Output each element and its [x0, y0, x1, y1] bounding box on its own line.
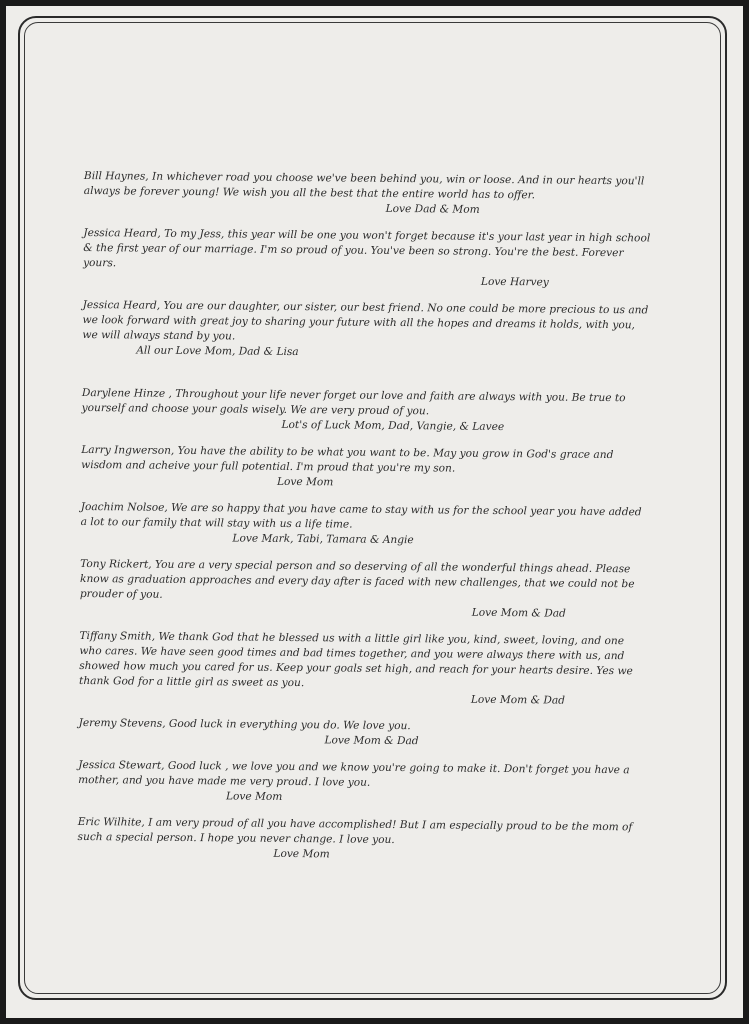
message-list: [77, 169, 654, 877]
message-item: [83, 226, 654, 291]
yearbook-page: [6, 6, 743, 1018]
message-signature: Love Mom & Dad: [471, 606, 566, 620]
message-text: Tiffany Smith, We thank God that he blessed us with a little girl like you, kind, sweet, loving, and one who cares. We have seen good times and bad times together, and you were always there with us, and showed how much you cared for us. Keep your goals set high, and reach for your hearts desire. Yes we thank God for a little girl as sweet as you.: [79, 629, 633, 690]
message-text: Joachim Nolsoe, We are so happy that you have came to stay with us for the school year you have added a lot to our family that will stay with us a life time.: [80, 500, 642, 531]
message-signature: Love Mom: [273, 847, 330, 861]
message-text: Darylene Hinze , Throughout your life never forget our love and faith are always with you. Be true to yourself and choose your goals wisely. We are very proud of you.: [81, 386, 626, 418]
message-signature: Love Mom: [225, 790, 283, 803]
message-item: [82, 298, 653, 363]
message-item: [84, 169, 654, 219]
message-item: [80, 557, 651, 622]
message-item: [77, 815, 647, 865]
message-item: [80, 500, 650, 550]
message-signature: Lot's of Luck Mom, Dad, Vangie, & Lavee: [281, 418, 505, 434]
message-item: [78, 758, 648, 808]
message-signature: Love Mom: [276, 475, 334, 489]
message-item: [78, 716, 648, 751]
message-text: Eric Wilhite, I am very proud of all you have accomplished! But I am especially proud to be the mom of such a special person. I hope you never change. I love you.: [77, 815, 633, 847]
message-signature: Love Mom & Dad: [470, 693, 566, 707]
message-text: Jessica Stewart, Good luck , we love you and we know you're going to make it. Don't forget you have a mother, and you have made me very proud. I love you.: [78, 758, 630, 789]
message-signature: Love Mom & Dad: [324, 734, 419, 748]
message-text: Bill Haynes, In whichever road you choose we've been behind you, win or loose. And in our hearts you'll always be forever young! We wish you all the best that the entire world has to offer.: [83, 169, 645, 202]
message-signature: Love Dad & Mom: [385, 202, 480, 216]
message-signature: All our Love Mom, Dad & Lisa: [136, 344, 299, 359]
message-item: [79, 629, 650, 709]
message-item: [81, 386, 651, 436]
message-signature: Love Mark, Tabi, Tamara & Angie: [232, 532, 414, 547]
message-signature: Love Harvey: [480, 275, 549, 289]
message-text: Tony Rickert, You are a very special person and so deserving of all the wonderful things ahead. Please know as graduation approaches and every day after is faced with new challenges, that we could not be prouder of you.: [79, 557, 635, 601]
message-text: Larry Ingwerson, You have the ability to be what you want to be. May you grow in God's grace and wisdom and acheive your full potential. I'm proud that you're my son.: [81, 443, 614, 475]
message-item: [81, 443, 651, 493]
message-text: Jessica Heard, To my Jess, this year will be one you won't forget because it's your last year in high school & the first year of our marriage. I'm so proud of you. You've been so strong. You're the best. Forever yours.: [83, 226, 651, 270]
message-text: Jessica Heard, You are our daughter, our sister, our best friend. No one could be more precious to us and we look forward with great joy to sharing your future with all the hopes and dreams it holds, with you, we will always stand by you.: [82, 298, 649, 343]
message-text: Jeremy Stevens, Good luck in everything you do. We love you.: [78, 716, 411, 733]
